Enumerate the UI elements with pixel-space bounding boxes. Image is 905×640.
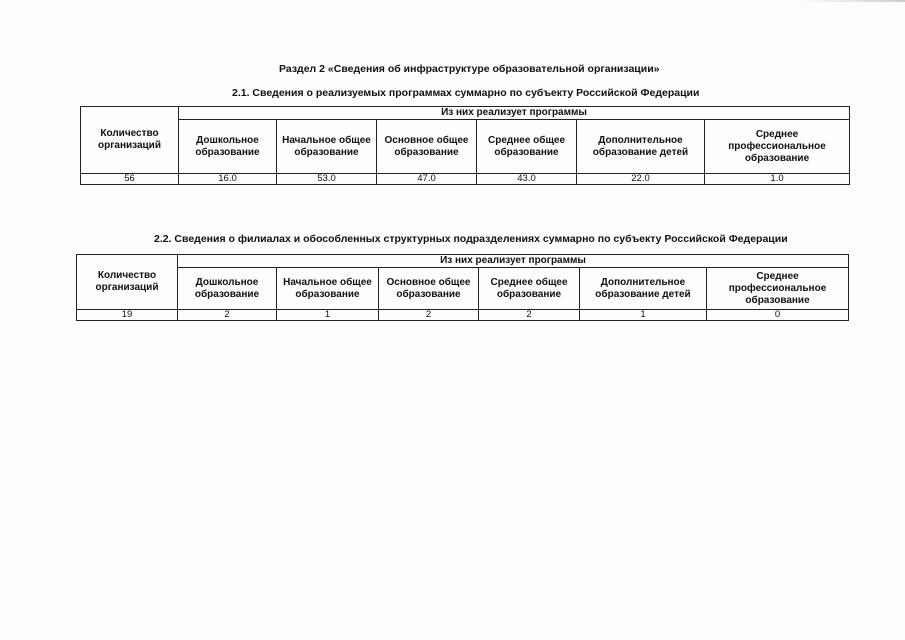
group-header: Из них реализует программы (178, 255, 849, 268)
column-header: Начальное общее образование (277, 268, 379, 310)
table1-title: 2.1. Сведения о реализуемых программах суммарно по субъекту Российской Федерации (232, 87, 700, 99)
table-cell: 53.0 (277, 174, 377, 185)
column-header: Основное общее образование (379, 268, 479, 310)
table-cell: 2 (479, 310, 580, 321)
table-cell: 47.0 (377, 174, 477, 185)
table-cell: 0 (707, 310, 849, 321)
column-header: Дошкольное образование (178, 268, 277, 310)
column-header: Среднее профессиональное образование (705, 120, 850, 174)
table-cell: 22.0 (577, 174, 705, 185)
count-header: Количество организаций (81, 107, 179, 174)
column-header: Начальное общее образование (277, 120, 377, 174)
column-header: Среднее общее образование (477, 120, 577, 174)
count-header: Количество организаций (77, 255, 178, 310)
table-cell: 2 (379, 310, 479, 321)
column-header: Дополнительное образование детей (580, 268, 707, 310)
table-cell: 2 (178, 310, 277, 321)
programs-table (80, 106, 850, 185)
branches-table (76, 254, 849, 321)
scan-artifact (795, 0, 905, 2)
count-value: 19 (77, 310, 178, 321)
column-header: Дополнительное образование детей (577, 120, 705, 174)
group-header: Из них реализует программы (179, 107, 850, 120)
column-header: Среднее общее образование (479, 268, 580, 310)
column-header: Среднее профессиональное образование (707, 268, 849, 310)
table-cell: 1 (580, 310, 707, 321)
column-header: Основное общее образование (377, 120, 477, 174)
table-cell: 43.0 (477, 174, 577, 185)
table-cell: 16.0 (179, 174, 277, 185)
column-header: Дошкольное образование (179, 120, 277, 174)
count-value: 56 (81, 174, 179, 185)
section-title: Раздел 2 «Сведения об инфраструктуре образовательной организации» (279, 63, 660, 75)
table2-title: 2.2. Сведения о филиалах и обособленных структурных подразделениях суммарно по субъекту Российской Федерации (154, 233, 788, 245)
table-cell: 1.0 (705, 174, 850, 185)
table-cell: 1 (277, 310, 379, 321)
